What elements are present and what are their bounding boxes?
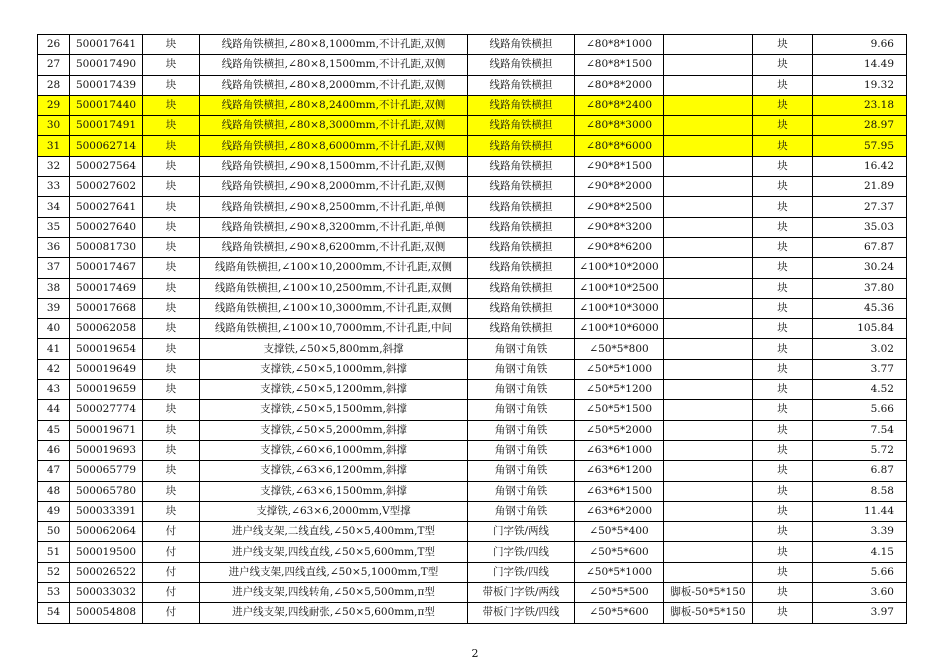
cell-extra-spec [664, 461, 753, 481]
cell-specification: ∠100*10*3000 [575, 298, 664, 318]
cell-weight: 3.39 [813, 522, 907, 542]
cell-weight: 3.77 [813, 359, 907, 379]
cell-specification: ∠50*5*1000 [575, 562, 664, 582]
table-row [38, 35, 907, 55]
cell-weight: 57.95 [813, 136, 907, 156]
cell-category: 角钢寸角铁 [468, 440, 575, 460]
cell-unit: 块 [143, 440, 200, 460]
cell-row-index: 30 [38, 116, 70, 136]
cell-category: 线路角铁横担 [468, 237, 575, 257]
cell-unit: 块 [143, 237, 200, 257]
cell-specification: ∠50*5*1200 [575, 380, 664, 400]
table-row [38, 298, 907, 318]
cell-weight: 5.72 [813, 440, 907, 460]
cell-specification: ∠50*5*1500 [575, 400, 664, 420]
cell-row-index: 29 [38, 95, 70, 115]
page-number: 2 [471, 647, 479, 660]
cell-row-index: 44 [38, 400, 70, 420]
cell-unit-2: 块 [753, 278, 813, 298]
cell-row-index: 33 [38, 177, 70, 197]
cell-unit: 块 [143, 116, 200, 136]
table-row [38, 156, 907, 176]
cell-unit: 块 [143, 420, 200, 440]
cell-unit: 块 [143, 481, 200, 501]
cell-extra-spec [664, 319, 753, 339]
table-row [38, 603, 907, 623]
cell-material-code: 500017469 [70, 278, 143, 298]
cell-material-name: 支撑铁,∠63×6,1500mm,斜撑 [200, 481, 468, 501]
cell-material-code: 500017491 [70, 116, 143, 136]
cell-unit-2: 块 [753, 136, 813, 156]
cell-row-index: 35 [38, 217, 70, 237]
cell-category: 角钢寸角铁 [468, 461, 575, 481]
table-row [38, 55, 907, 75]
table-row [38, 461, 907, 481]
cell-unit-2: 块 [753, 217, 813, 237]
cell-unit: 块 [143, 156, 200, 176]
cell-weight: 105.84 [813, 319, 907, 339]
cell-row-index: 45 [38, 420, 70, 440]
cell-material-name: 支撑铁,∠50×5,800mm,斜撑 [200, 339, 468, 359]
cell-specification: ∠50*5*600 [575, 603, 664, 623]
cell-extra-spec [664, 562, 753, 582]
cell-material-code: 500019671 [70, 420, 143, 440]
cell-material-code: 500017641 [70, 35, 143, 55]
cell-material-code: 500019659 [70, 380, 143, 400]
cell-material-name: 进户线支架,四线耐张,∠50×5,600mm,π型 [200, 603, 468, 623]
cell-row-index: 27 [38, 55, 70, 75]
cell-material-name: 线路角铁横担,∠90×8,3200mm,不计孔距,单侧 [200, 217, 468, 237]
cell-weight: 8.58 [813, 481, 907, 501]
cell-unit: 块 [143, 501, 200, 521]
cell-unit: 块 [143, 359, 200, 379]
cell-category: 线路角铁横担 [468, 197, 575, 217]
cell-unit-2: 块 [753, 380, 813, 400]
cell-extra-spec [664, 258, 753, 278]
cell-material-code: 500027641 [70, 197, 143, 217]
cell-extra-spec [664, 481, 753, 501]
table-row [38, 481, 907, 501]
cell-unit: 块 [143, 95, 200, 115]
cell-material-code: 500033391 [70, 501, 143, 521]
cell-category: 带板门字铁/两线 [468, 583, 575, 603]
cell-category: 线路角铁横担 [468, 278, 575, 298]
cell-extra-spec [664, 95, 753, 115]
cell-material-name: 支撑铁,∠50×5,1200mm,斜撑 [200, 380, 468, 400]
cell-row-index: 51 [38, 542, 70, 562]
cell-material-code: 500027640 [70, 217, 143, 237]
cell-category: 线路角铁横担 [468, 177, 575, 197]
cell-specification: ∠80*8*6000 [575, 136, 664, 156]
cell-specification: ∠100*10*2000 [575, 258, 664, 278]
cell-extra-spec [664, 339, 753, 359]
cell-material-code: 500017490 [70, 55, 143, 75]
cell-unit-2: 块 [753, 501, 813, 521]
cell-weight: 4.15 [813, 542, 907, 562]
table-row [38, 116, 907, 136]
cell-weight: 37.80 [813, 278, 907, 298]
cell-material-name: 线路角铁横担,∠90×8,2500mm,不计孔距,单侧 [200, 197, 468, 217]
cell-row-index: 31 [38, 136, 70, 156]
cell-material-code: 500027774 [70, 400, 143, 420]
cell-extra-spec [664, 298, 753, 318]
cell-row-index: 39 [38, 298, 70, 318]
cell-specification: ∠100*10*6000 [575, 319, 664, 339]
cell-specification: ∠50*5*2000 [575, 420, 664, 440]
cell-category: 线路角铁横担 [468, 35, 575, 55]
cell-material-name: 线路角铁横担,∠100×10,2000mm,不计孔距,双侧 [200, 258, 468, 278]
cell-category: 线路角铁横担 [468, 75, 575, 95]
cell-material-name: 线路角铁横担,∠100×10,7000mm,不计孔距,中间 [200, 319, 468, 339]
cell-row-index: 37 [38, 258, 70, 278]
cell-material-name: 线路角铁横担,∠90×8,6200mm,不计孔距,双侧 [200, 237, 468, 257]
cell-material-name: 支撑铁,∠63×6,2000mm,V型撑 [200, 501, 468, 521]
cell-material-name: 线路角铁横担,∠80×8,6000mm,不计孔距,双侧 [200, 136, 468, 156]
cell-extra-spec [664, 116, 753, 136]
cell-category: 角钢寸角铁 [468, 501, 575, 521]
cell-unit-2: 块 [753, 339, 813, 359]
cell-material-code: 500062064 [70, 522, 143, 542]
cell-material-name: 支撑铁,∠50×5,2000mm,斜撑 [200, 420, 468, 440]
table-row [38, 217, 907, 237]
cell-material-code: 500062058 [70, 319, 143, 339]
cell-extra-spec [664, 55, 753, 75]
cell-specification: ∠90*8*3200 [575, 217, 664, 237]
cell-unit: 块 [143, 35, 200, 55]
cell-category: 线路角铁横担 [468, 156, 575, 176]
cell-weight: 5.66 [813, 400, 907, 420]
table-row [38, 339, 907, 359]
cell-category: 线路角铁横担 [468, 319, 575, 339]
cell-material-name: 支撑铁,∠60×6,1000mm,斜撑 [200, 440, 468, 460]
cell-unit: 块 [143, 380, 200, 400]
cell-category: 角钢寸角铁 [468, 400, 575, 420]
table-row [38, 278, 907, 298]
cell-row-index: 26 [38, 35, 70, 55]
cell-row-index: 43 [38, 380, 70, 400]
cell-extra-spec [664, 237, 753, 257]
cell-weight: 9.66 [813, 35, 907, 55]
cell-material-name: 支撑铁,∠50×5,1500mm,斜撑 [200, 400, 468, 420]
table-row [38, 95, 907, 115]
cell-category: 门字铁/两线 [468, 522, 575, 542]
cell-extra-spec [664, 35, 753, 55]
cell-extra-spec [664, 542, 753, 562]
cell-weight: 35.03 [813, 217, 907, 237]
cell-extra-spec [664, 420, 753, 440]
cell-row-index: 48 [38, 481, 70, 501]
cell-category: 角钢寸角铁 [468, 359, 575, 379]
cell-specification: ∠50*5*500 [575, 583, 664, 603]
cell-unit: 付 [143, 562, 200, 582]
cell-category: 线路角铁横担 [468, 136, 575, 156]
cell-material-code: 500026522 [70, 562, 143, 582]
cell-material-name: 进户线支架,四线转角,∠50×5,500mm,π型 [200, 583, 468, 603]
cell-material-code: 500019500 [70, 542, 143, 562]
cell-unit: 块 [143, 136, 200, 156]
cell-unit: 块 [143, 177, 200, 197]
cell-unit-2: 块 [753, 440, 813, 460]
cell-material-code: 500019654 [70, 339, 143, 359]
cell-material-code: 500017467 [70, 258, 143, 278]
cell-weight: 45.36 [813, 298, 907, 318]
cell-unit: 块 [143, 461, 200, 481]
cell-extra-spec: 脚板-50*5*150 [664, 583, 753, 603]
cell-material-name: 支撑铁,∠50×5,1000mm,斜撑 [200, 359, 468, 379]
cell-unit: 付 [143, 542, 200, 562]
cell-unit-2: 块 [753, 420, 813, 440]
cell-material-name: 进户线支架,二线直线,∠50×5,400mm,T型 [200, 522, 468, 542]
cell-weight: 6.87 [813, 461, 907, 481]
cell-weight: 30.24 [813, 258, 907, 278]
cell-unit-2: 块 [753, 116, 813, 136]
cell-unit-2: 块 [753, 55, 813, 75]
cell-material-code: 500054808 [70, 603, 143, 623]
cell-extra-spec [664, 197, 753, 217]
cell-category: 门字铁/四线 [468, 542, 575, 562]
cell-unit-2: 块 [753, 258, 813, 278]
cell-material-code: 500017440 [70, 95, 143, 115]
cell-row-index: 36 [38, 237, 70, 257]
cell-specification: ∠63*6*1000 [575, 440, 664, 460]
cell-extra-spec [664, 75, 753, 95]
cell-extra-spec [664, 380, 753, 400]
cell-weight: 4.52 [813, 380, 907, 400]
cell-material-code: 500019693 [70, 440, 143, 460]
table-row [38, 583, 907, 603]
table-row [38, 258, 907, 278]
cell-material-name: 线路角铁横担,∠80×8,1000mm,不计孔距,双侧 [200, 35, 468, 55]
table-row [38, 501, 907, 521]
cell-specification: ∠80*8*3000 [575, 116, 664, 136]
cell-unit: 块 [143, 339, 200, 359]
cell-specification: ∠50*5*600 [575, 542, 664, 562]
cell-extra-spec [664, 501, 753, 521]
table-row [38, 237, 907, 257]
cell-weight: 3.02 [813, 339, 907, 359]
cell-row-index: 32 [38, 156, 70, 176]
cell-weight: 16.42 [813, 156, 907, 176]
table-row [38, 562, 907, 582]
table-row [38, 136, 907, 156]
table-row [38, 542, 907, 562]
cell-unit-2: 块 [753, 522, 813, 542]
cell-unit: 块 [143, 400, 200, 420]
cell-row-index: 50 [38, 522, 70, 542]
table-row [38, 440, 907, 460]
cell-weight: 3.60 [813, 583, 907, 603]
cell-category: 线路角铁横担 [468, 116, 575, 136]
cell-weight: 28.97 [813, 116, 907, 136]
cell-unit-2: 块 [753, 75, 813, 95]
cell-row-index: 47 [38, 461, 70, 481]
cell-row-index: 28 [38, 75, 70, 95]
cell-extra-spec [664, 440, 753, 460]
cell-category: 线路角铁横担 [468, 217, 575, 237]
cell-category: 角钢寸角铁 [468, 420, 575, 440]
cell-material-name: 进户线支架,四线直线,∠50×5,1000mm,T型 [200, 562, 468, 582]
cell-specification: ∠63*6*1500 [575, 481, 664, 501]
cell-material-name: 线路角铁横担,∠80×8,2400mm,不计孔距,双侧 [200, 95, 468, 115]
cell-unit-2: 块 [753, 197, 813, 217]
cell-unit-2: 块 [753, 562, 813, 582]
cell-category: 线路角铁横担 [468, 95, 575, 115]
cell-material-code: 500065779 [70, 461, 143, 481]
table-row [38, 177, 907, 197]
table-row [38, 420, 907, 440]
cell-row-index: 34 [38, 197, 70, 217]
table-row [38, 75, 907, 95]
cell-unit: 付 [143, 522, 200, 542]
cell-material-code: 500081730 [70, 237, 143, 257]
cell-extra-spec [664, 400, 753, 420]
cell-unit-2: 块 [753, 95, 813, 115]
cell-specification: ∠80*8*2000 [575, 75, 664, 95]
cell-unit-2: 块 [753, 359, 813, 379]
cell-category: 角钢寸角铁 [468, 481, 575, 501]
cell-specification: ∠80*8*1500 [575, 55, 664, 75]
cell-row-index: 52 [38, 562, 70, 582]
cell-extra-spec [664, 217, 753, 237]
cell-row-index: 38 [38, 278, 70, 298]
cell-material-name: 线路角铁横担,∠80×8,3000mm,不计孔距,双侧 [200, 116, 468, 136]
cell-material-name: 进户线支架,四线直线,∠50×5,600mm,T型 [200, 542, 468, 562]
cell-material-name: 线路角铁横担,∠90×8,2000mm,不计孔距,双侧 [200, 177, 468, 197]
cell-weight: 21.89 [813, 177, 907, 197]
cell-unit: 块 [143, 258, 200, 278]
cell-extra-spec [664, 522, 753, 542]
cell-unit-2: 块 [753, 542, 813, 562]
cell-unit-2: 块 [753, 35, 813, 55]
cell-material-code: 500017439 [70, 75, 143, 95]
cell-extra-spec [664, 156, 753, 176]
cell-unit-2: 块 [753, 298, 813, 318]
cell-unit-2: 块 [753, 177, 813, 197]
cell-unit: 块 [143, 319, 200, 339]
cell-weight: 3.97 [813, 603, 907, 623]
cell-category: 线路角铁横担 [468, 298, 575, 318]
table-row [38, 197, 907, 217]
table-row [38, 380, 907, 400]
cell-specification: ∠90*8*1500 [575, 156, 664, 176]
cell-material-code: 500062714 [70, 136, 143, 156]
cell-specification: ∠63*6*2000 [575, 501, 664, 521]
cell-material-code: 500033032 [70, 583, 143, 603]
cell-material-name: 线路角铁横担,∠80×8,1500mm,不计孔距,双侧 [200, 55, 468, 75]
cell-weight: 67.87 [813, 237, 907, 257]
cell-weight: 19.32 [813, 75, 907, 95]
cell-category: 门字铁/四线 [468, 562, 575, 582]
cell-material-name: 线路角铁横担,∠80×8,2000mm,不计孔距,双侧 [200, 75, 468, 95]
cell-unit-2: 块 [753, 400, 813, 420]
cell-extra-spec [664, 177, 753, 197]
cell-weight: 23.18 [813, 95, 907, 115]
cell-weight: 14.49 [813, 55, 907, 75]
cell-specification: ∠90*8*2000 [575, 177, 664, 197]
table-row [38, 522, 907, 542]
cell-specification: ∠50*5*800 [575, 339, 664, 359]
cell-specification: ∠100*10*2500 [575, 278, 664, 298]
cell-unit: 付 [143, 603, 200, 623]
cell-specification: ∠90*8*6200 [575, 237, 664, 257]
cell-category: 角钢寸角铁 [468, 380, 575, 400]
cell-unit-2: 块 [753, 237, 813, 257]
cell-extra-spec [664, 278, 753, 298]
cell-specification: ∠63*6*1200 [575, 461, 664, 481]
cell-material-code: 500065780 [70, 481, 143, 501]
cell-material-code: 500027602 [70, 177, 143, 197]
cell-specification: ∠50*5*400 [575, 522, 664, 542]
cell-row-index: 54 [38, 603, 70, 623]
cell-unit-2: 块 [753, 319, 813, 339]
cell-weight: 11.44 [813, 501, 907, 521]
cell-row-index: 49 [38, 501, 70, 521]
material-table [37, 34, 907, 624]
cell-material-name: 支撑铁,∠63×6,1200mm,斜撑 [200, 461, 468, 481]
cell-category: 线路角铁横担 [468, 258, 575, 278]
cell-specification: ∠80*8*2400 [575, 95, 664, 115]
cell-material-code: 500017668 [70, 298, 143, 318]
cell-unit-2: 块 [753, 461, 813, 481]
cell-material-code: 500019649 [70, 359, 143, 379]
cell-row-index: 46 [38, 440, 70, 460]
cell-material-code: 500027564 [70, 156, 143, 176]
cell-unit: 块 [143, 197, 200, 217]
cell-unit: 块 [143, 298, 200, 318]
cell-unit-2: 块 [753, 583, 813, 603]
cell-row-index: 40 [38, 319, 70, 339]
cell-weight: 5.66 [813, 562, 907, 582]
cell-unit: 块 [143, 217, 200, 237]
cell-material-name: 线路角铁横担,∠100×10,2500mm,不计孔距,双侧 [200, 278, 468, 298]
cell-unit: 块 [143, 75, 200, 95]
cell-extra-spec: 脚板-50*5*150 [664, 603, 753, 623]
cell-category: 线路角铁横担 [468, 55, 575, 75]
cell-category: 角钢寸角铁 [468, 339, 575, 359]
cell-specification: ∠80*8*1000 [575, 35, 664, 55]
table-row [38, 319, 907, 339]
cell-weight: 7.54 [813, 420, 907, 440]
cell-category: 带板门字铁/四线 [468, 603, 575, 623]
table-row [38, 400, 907, 420]
cell-unit-2: 块 [753, 156, 813, 176]
cell-extra-spec [664, 136, 753, 156]
cell-row-index: 53 [38, 583, 70, 603]
cell-weight: 27.37 [813, 197, 907, 217]
cell-material-name: 线路角铁横担,∠90×8,1500mm,不计孔距,双侧 [200, 156, 468, 176]
cell-specification: ∠50*5*1000 [575, 359, 664, 379]
cell-specification: ∠90*8*2500 [575, 197, 664, 217]
cell-row-index: 41 [38, 339, 70, 359]
cell-unit: 块 [143, 278, 200, 298]
cell-unit-2: 块 [753, 603, 813, 623]
cell-row-index: 42 [38, 359, 70, 379]
table-row [38, 359, 907, 379]
cell-unit: 块 [143, 55, 200, 75]
cell-extra-spec [664, 359, 753, 379]
cell-unit-2: 块 [753, 481, 813, 501]
cell-material-name: 线路角铁横担,∠100×10,3000mm,不计孔距,双侧 [200, 298, 468, 318]
cell-unit: 付 [143, 583, 200, 603]
